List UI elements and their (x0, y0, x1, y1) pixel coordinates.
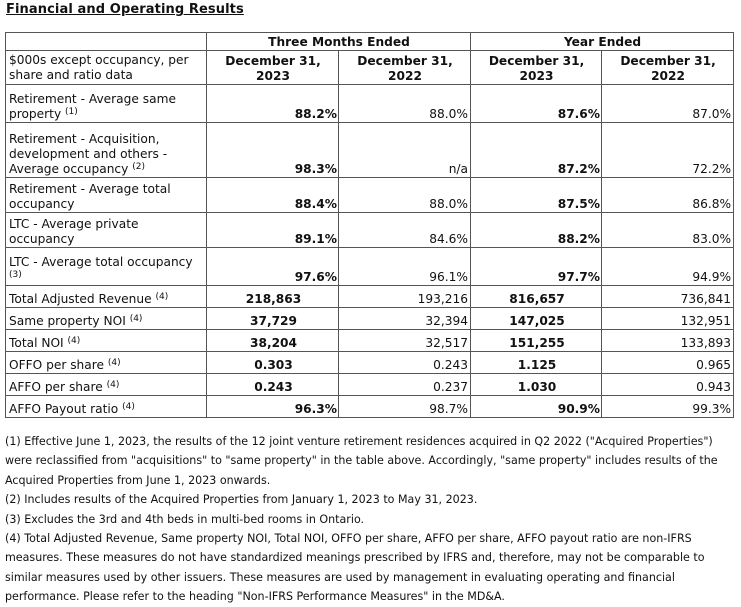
footnotes (5, 432, 738, 607)
cell-value: 98.7% (339, 396, 471, 418)
footnote-marker: (4) (106, 380, 120, 390)
table-row (6, 374, 734, 396)
cell-value: 736,841 (602, 286, 734, 308)
cell-value: 96.3% (207, 396, 339, 418)
row-label (6, 330, 207, 352)
row-label-text: Total NOI (9, 336, 64, 350)
table-row (6, 248, 734, 286)
footnote-marker: (4) (67, 336, 81, 346)
cell-value: 0.243 (339, 352, 471, 374)
cell-value: 94.9% (602, 248, 734, 286)
cell-value: 99.3% (602, 396, 734, 418)
footnote-marker: (4) (155, 292, 169, 302)
column-header-fy-2023: December 31, 2023 (471, 51, 602, 85)
cell-value: 86.8% (602, 178, 734, 213)
table-row (6, 213, 734, 248)
cell-value: 89.1% (207, 213, 339, 248)
row-label (6, 396, 207, 418)
cell-value: 88.2% (207, 85, 339, 123)
row-label (6, 352, 207, 374)
cell-value: 38,204 (207, 330, 339, 352)
cell-value: 0.965 (602, 352, 734, 374)
cell-value: 133,893 (602, 330, 734, 352)
row-label-text: Retirement - Average total occupancy (9, 182, 171, 211)
cell-value: 132,951 (602, 308, 734, 330)
cell-value: 87.0% (602, 85, 734, 123)
cell-value: 87.6% (471, 85, 602, 123)
footnote-marker: (2) (132, 162, 145, 172)
cell-value: 87.2% (471, 123, 602, 178)
cell-value: 816,657 (471, 286, 602, 308)
row-label (6, 374, 207, 396)
cell-value: 84.6% (339, 213, 471, 248)
row-label (6, 248, 207, 286)
cell-value: 32,394 (339, 308, 471, 330)
table-row (6, 330, 734, 352)
column-header-q4-2023: December 31, 2023 (207, 51, 339, 85)
cell-value: n/a (339, 123, 471, 178)
row-label (6, 286, 207, 308)
cell-value: 88.4% (207, 178, 339, 213)
cell-value: 72.2% (602, 123, 734, 178)
table-row (6, 85, 734, 123)
cell-value: 88.0% (339, 178, 471, 213)
table-column-header-row (6, 51, 734, 85)
cell-value: 147,025 (471, 308, 602, 330)
footnote-marker: (4) (129, 314, 143, 324)
page-title: Financial and Operating Results (6, 2, 244, 17)
footnote-marker: (3) (9, 270, 22, 280)
table-row (6, 396, 734, 418)
cell-value: 0.943 (602, 374, 734, 396)
row-label (6, 85, 207, 123)
row-label-text: Retirement - Average same property (9, 92, 176, 121)
table-group-header-row (6, 33, 734, 51)
cell-value: 90.9% (471, 396, 602, 418)
cell-value: 88.2% (471, 213, 602, 248)
row-label-text: Same property NOI (9, 314, 126, 328)
cell-value: 97.6% (207, 248, 339, 286)
cell-value: 96.1% (339, 248, 471, 286)
cell-value: 37,729 (207, 308, 339, 330)
cell-value: 97.7% (471, 248, 602, 286)
cell-value: 87.5% (471, 178, 602, 213)
cell-value: 151,255 (471, 330, 602, 352)
cell-value: 0.237 (339, 374, 471, 396)
group-header-year: Year Ended (471, 33, 734, 51)
footnote-4: (4) Total Adjusted Revenue, Same property NOI, Total NOI, OFFO per share, AFFO per share, AFFO payout ratio are non-IFRS measures. These measures do not have standardized meanings prescribed by IFRS and, therefore, may not be comparable to similar measures used by other issuers. These measures are used by management in evaluating operating and financial performance. Please refer to the heading "Non-IFRS Performance Measures" in the MD&A. (5, 532, 705, 604)
table-row (6, 123, 734, 178)
footnote-marker: (4) (107, 358, 121, 368)
footnote-marker: (4) (122, 402, 135, 412)
row-label (6, 178, 207, 213)
table-row (6, 286, 734, 308)
column-header-q4-2022: December 31, 2022 (339, 51, 471, 85)
footnote-marker: (1) (65, 107, 78, 117)
row-label-text: OFFO per share (9, 358, 104, 372)
footnote-3: (3) Excludes the 3rd and 4th beds in multi-bed rooms in Ontario. (5, 512, 365, 526)
row-label-text: AFFO per share (9, 380, 103, 394)
row-label-text: Total Adjusted Revenue (9, 292, 152, 306)
financial-results-table (5, 32, 734, 418)
table-row (6, 308, 734, 330)
row-label-text: AFFO Payout ratio (9, 402, 119, 416)
column-header-fy-2022: December 31, 2022 (602, 51, 734, 85)
table-row (6, 352, 734, 374)
footnote-2: (2) Includes results of the Acquired Properties from January 1, 2023 to May 31, 2023. (5, 493, 478, 507)
table-row (6, 178, 734, 213)
row-label (6, 308, 207, 330)
row-label (6, 123, 207, 178)
cell-value: 32,517 (339, 330, 471, 352)
row-label-text: LTC - Average private occupancy (9, 217, 139, 246)
cell-value: 193,216 (339, 286, 471, 308)
row-label-text: Retirement - Acquisition, development and others - Average occupancy (9, 132, 168, 176)
footnote-1: (1) Effective June 1, 2023, the results of the 12 joint venture retirement residences acquired in Q2 2022 ("Acquired Properties") were reclassified from "acquisitions" to "same property" in the table above. Accordingly, "same property" includes results of the Acquired Properties from June 1, 2023 onwards. (5, 435, 718, 487)
cell-value: 0.303 (207, 352, 339, 374)
row-label-text: LTC - Average total occupancy (9, 255, 193, 269)
empty-corner-cell (6, 33, 207, 51)
cell-value: 1.030 (471, 374, 602, 396)
group-header-three-months: Three Months Ended (207, 33, 471, 51)
cell-value: 88.0% (339, 85, 471, 123)
corner-label: $000s except occupancy, per share and ratio data (6, 51, 207, 85)
cell-value: 83.0% (602, 213, 734, 248)
cell-value: 1.125 (471, 352, 602, 374)
row-label (6, 213, 207, 248)
cell-value: 98.3% (207, 123, 339, 178)
cell-value: 218,863 (207, 286, 339, 308)
cell-value: 0.243 (207, 374, 339, 396)
